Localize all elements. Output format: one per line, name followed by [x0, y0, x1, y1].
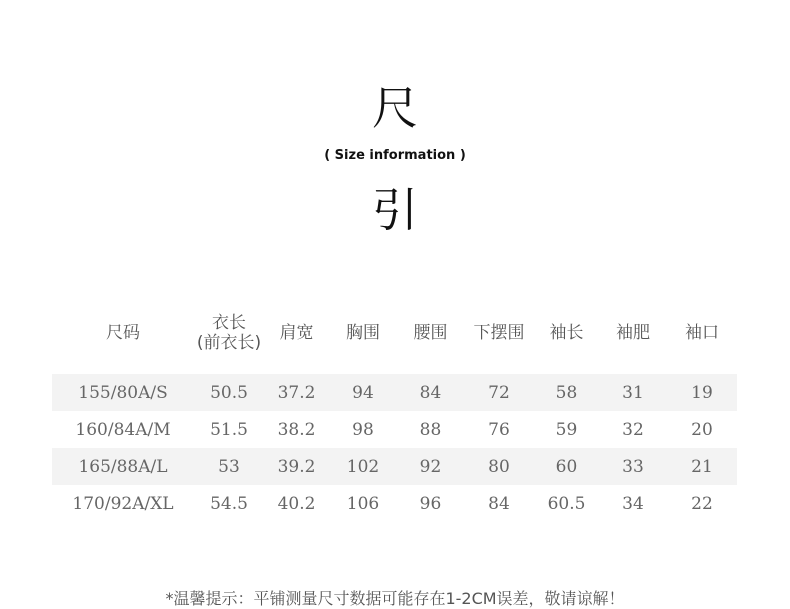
table-cell: 94	[329, 374, 397, 411]
table-row	[52, 374, 737, 411]
header-row	[52, 308, 737, 358]
header-cuff: 袖口	[685, 323, 719, 343]
table-cell: 53	[194, 448, 264, 485]
table-cell: 40.2	[277, 493, 316, 514]
subtitle: ( Size information )	[324, 148, 466, 163]
table-cell: 31	[599, 374, 667, 411]
table-cell: 84	[397, 374, 464, 411]
table-cell: 88	[419, 419, 442, 440]
table-row	[52, 448, 737, 485]
table-cell: 92	[397, 448, 464, 485]
table-cell: 37.2	[264, 374, 329, 411]
table-cell: 59	[555, 419, 578, 440]
header-bust: 胸围	[346, 323, 380, 343]
size-table	[52, 308, 737, 522]
header-hem: 下摆围	[473, 323, 525, 343]
table-cell: 80	[464, 448, 534, 485]
table-cell: 170/92A/XL	[72, 493, 174, 514]
table-cell: 38.2	[277, 419, 316, 440]
table-cell: 60	[534, 448, 599, 485]
header-sleeve-length: 袖长	[549, 323, 584, 343]
table-cell: 106	[346, 493, 380, 514]
table-cell: 22	[691, 493, 713, 514]
table-cell: 33	[599, 448, 667, 485]
table-cell: 19	[667, 374, 737, 411]
table-cell: 32	[622, 419, 644, 440]
table-cell: 98	[352, 419, 374, 440]
table-row	[52, 411, 737, 448]
table-cell: 165/88A/L	[52, 448, 194, 485]
table-cell: 155/80A/S	[52, 374, 194, 411]
table-cell: 21	[667, 448, 737, 485]
table-row	[52, 485, 737, 522]
table-cell: 60.5	[547, 493, 586, 514]
table-cell: 50.5	[194, 374, 264, 411]
table-cell: 34	[622, 493, 644, 514]
header-shoulder: 肩宽	[279, 323, 314, 343]
table-cell: 102	[329, 448, 397, 485]
table-cell: 76	[488, 419, 510, 440]
table-cell: 39.2	[264, 448, 329, 485]
table-cell: 51.5	[210, 419, 248, 440]
table-cell: 58	[534, 374, 599, 411]
table-cell: 96	[419, 493, 442, 514]
header-size: 尺码	[106, 323, 140, 343]
header-sleeve-width: 袖肥	[616, 323, 650, 343]
table-cell: 84	[488, 493, 510, 514]
header-length: 衣长 (前衣长)	[196, 313, 262, 353]
title-char-top: 尺	[372, 81, 418, 135]
table-cell: 160/84A/M	[75, 419, 171, 440]
table-cell: 54.5	[210, 493, 248, 514]
table-cell: 20	[691, 419, 713, 440]
title-char-bottom: 引	[372, 183, 418, 237]
measurement-note: *温馨提示：平铺测量尺寸数据可能存在1-2CM误差，敬请谅解！	[165, 589, 625, 608]
header-waist: 腰围	[413, 323, 448, 343]
table-cell: 72	[464, 374, 534, 411]
